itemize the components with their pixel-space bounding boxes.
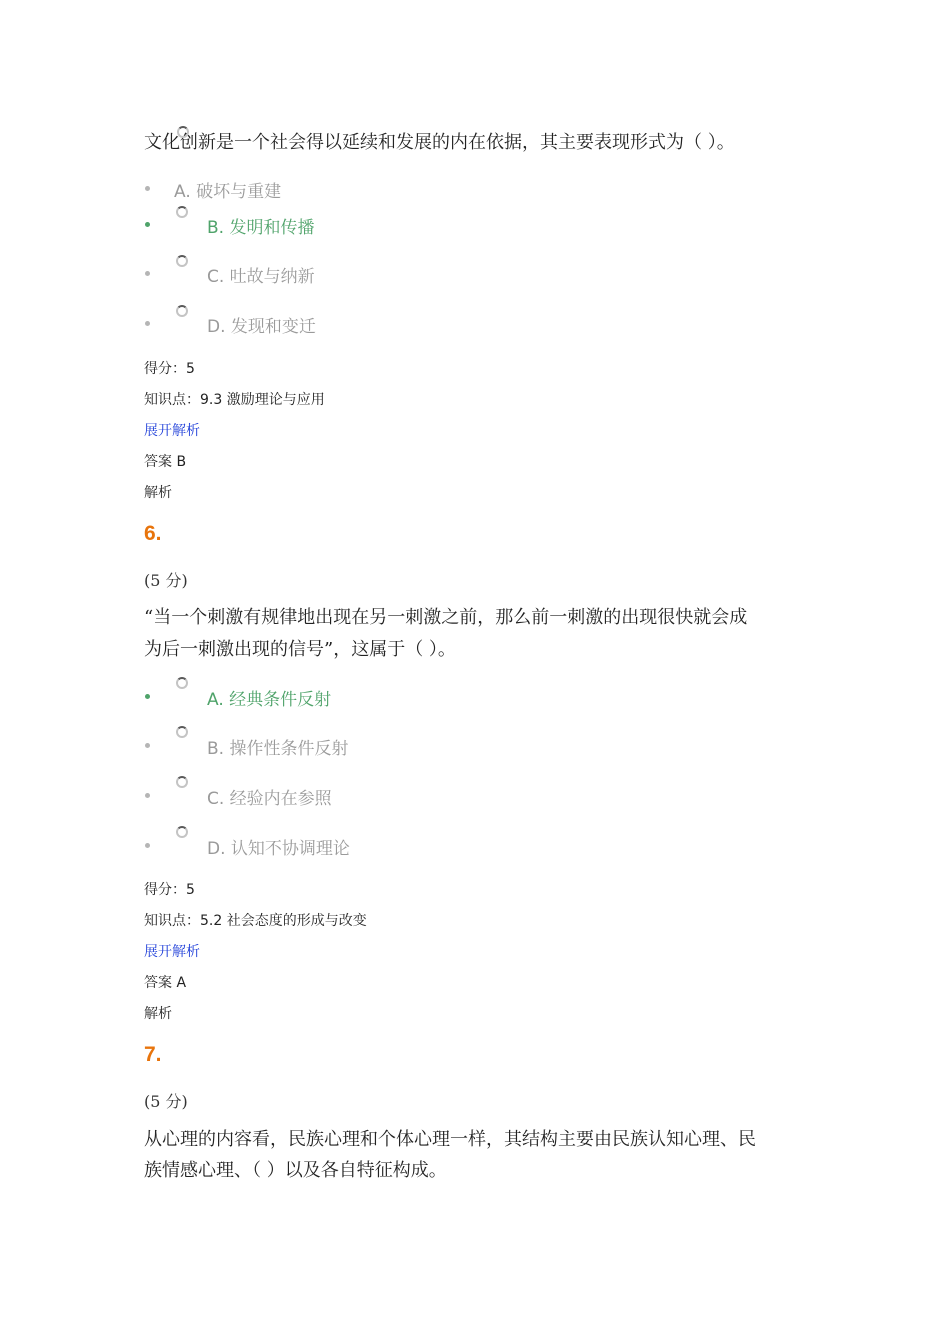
radio-unselected-icon[interactable]	[176, 677, 188, 689]
bullet-dot-icon	[145, 694, 150, 699]
option-label[interactable]: A. 破坏与重建	[174, 182, 282, 202]
bullet-dot-icon	[145, 321, 150, 326]
bullet-dot-icon	[145, 271, 150, 276]
option-label[interactable]: C. 吐故与纳新	[207, 267, 315, 287]
bullet-dot-icon	[145, 186, 150, 191]
answer-text: 答案 A	[144, 975, 187, 991]
option-label[interactable]: D. 发现和变迁	[207, 317, 316, 337]
analysis-label: 解析	[144, 1006, 172, 1022]
option-label[interactable]: C. 经验内在参照	[207, 789, 332, 809]
option-label[interactable]: B. 操作性条件反射	[207, 739, 349, 759]
question-text-line: 从心理的内容看，民族心理和个体心理一样，其结构主要由民族认知心理、民	[144, 1129, 756, 1150]
question-text-line: “当一个刺激有规律地出现在另一刺激之前，那么前一刺激的出现很快就会成	[144, 607, 748, 628]
expand-analysis-link[interactable]: 展开解析	[144, 944, 200, 960]
question-text-line: 为后一刺激出现的信号”，这属于（ ）。	[144, 639, 456, 660]
radio-unselected-icon[interactable]	[176, 255, 188, 267]
radio-unselected-icon[interactable]	[176, 726, 188, 738]
question-text-line: 族情感心理、（ ）以及各自特征构成。	[144, 1160, 447, 1181]
question-number: 7.	[144, 1043, 162, 1066]
question-number: 6.	[144, 522, 162, 545]
question-points: (5 分)	[144, 1092, 188, 1111]
bullet-dot-icon	[145, 843, 150, 848]
question-text-line: 文化创新是一个社会得以延续和发展的内在依据，其主要表现形式为（ ）。	[144, 132, 735, 153]
radio-unselected-icon[interactable]	[176, 305, 188, 317]
analysis-label: 解析	[144, 485, 172, 501]
knowledge-point: 知识点：9.3 激励理论与应用	[144, 392, 325, 408]
score-text: 得分：5	[144, 882, 195, 898]
answer-text: 答案 B	[144, 454, 187, 470]
option-label[interactable]: A. 经典条件反射	[207, 690, 332, 710]
radio-unselected-icon[interactable]	[176, 206, 188, 218]
expand-analysis-link[interactable]: 展开解析	[144, 423, 200, 439]
radio-unselected-icon[interactable]	[176, 826, 188, 838]
bullet-dot-icon	[145, 793, 150, 798]
bullet-dot-icon	[145, 222, 150, 227]
option-label[interactable]: B. 发明和传播	[207, 218, 315, 238]
score-text: 得分：5	[144, 361, 195, 377]
question-points: (5 分)	[144, 571, 188, 590]
radio-unselected-icon[interactable]	[177, 126, 189, 138]
radio-unselected-icon[interactable]	[176, 776, 188, 788]
knowledge-point: 知识点：5.2 社会态度的形成与改变	[144, 913, 367, 929]
option-label[interactable]: D. 认知不协调理论	[207, 839, 350, 859]
bullet-dot-icon	[145, 743, 150, 748]
